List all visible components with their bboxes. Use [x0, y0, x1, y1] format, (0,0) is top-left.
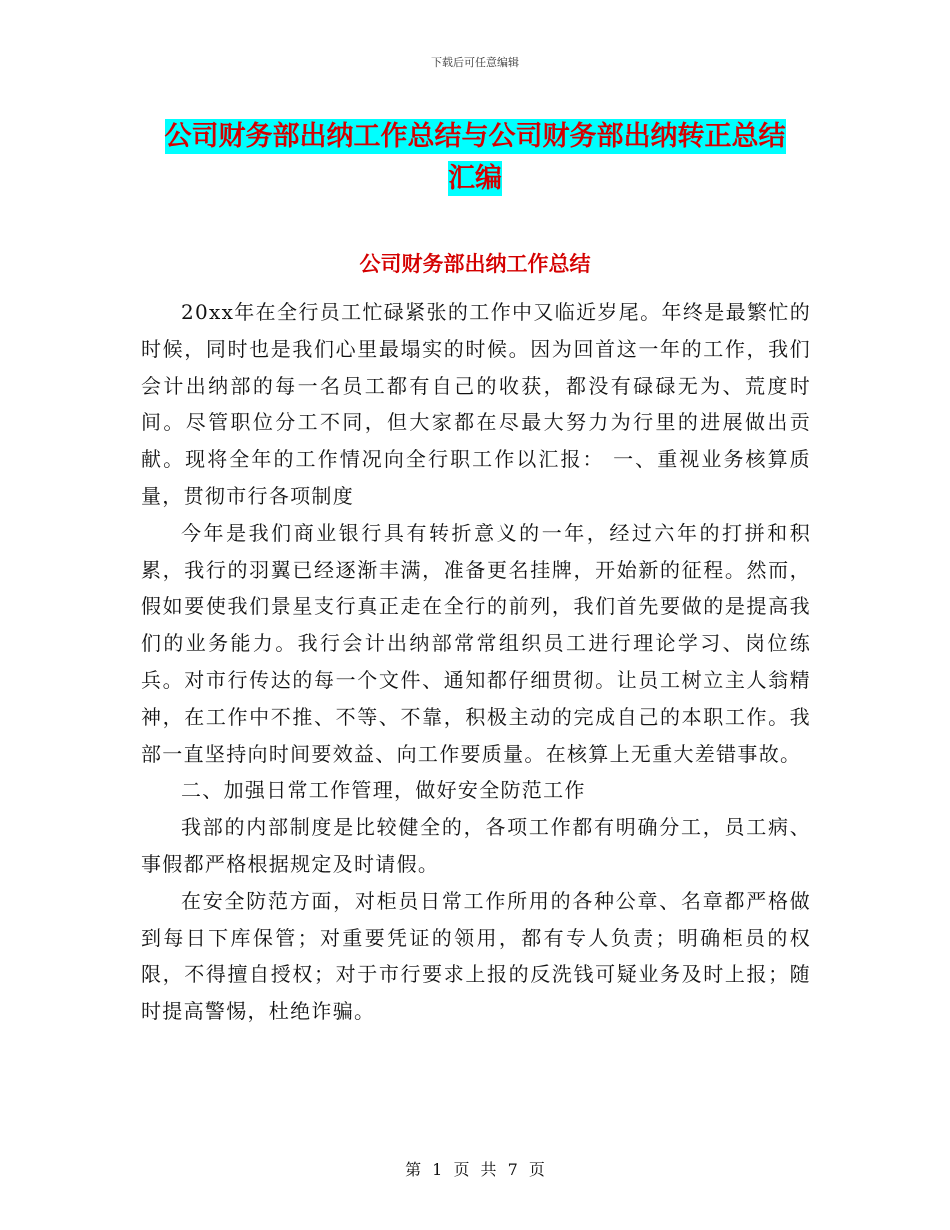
paragraph: 二、加强日常工作管理，做好安全防范工作 [181, 778, 586, 803]
document-title-line-2 [0, 156, 950, 195]
body-text [141, 294, 811, 1030]
page-footer: 第 1 页 共 7 页 [405, 1160, 545, 1179]
section-title: 公司财务部出纳工作总结 [359, 252, 591, 276]
paragraph: 20xx年在全行员工忙碌紧张的工作中又临近岁尾。年终是最繁忙的时候，同时也是我们心里最塌实的时候。因为回首这一年的工作，我们会计出纳部的每一名员工都有自己的收获，都没有碌碌无为、荒度时间。尽管职位分工不同，但大家都在尽最大努力为行里的进展做出贡献。现将全年的工作情况向全行职工作以汇报： 一、重视业务核算质量，贯彻市行各项制度 [141, 300, 811, 508]
paragraph: 今年是我们商业银行具有转折意义的一年，经过六年的打拼和积累，我行的羽翼已经逐渐丰满，准备更名挂牌，开始新的征程。然而，假如要使我们景星支行真正走在全行的前列，我们首先要做的是提高我们的业务能力。我行会计出纳部常常组织员工进行理论学习、岗位练兵。对市行传达的每一个文件、通知都仔细贯彻。让员工树立主人翁精神，在工作中不推、不等、不靠，积极主动的完成自己的本职工作。我部一直坚持向时间要效益、向工作要质量。在核算上无重大差错事故。 [141, 520, 811, 766]
header-note: 下载后可任意编辑 [431, 56, 519, 69]
document-title-text-2: 汇编 [448, 163, 502, 194]
paragraph: 我部的内部制度是比较健全的，各项工作都有明确分工，员工病、事假都严格根据规定及时请假。 [141, 815, 811, 876]
document-title-line-1 [0, 114, 950, 153]
paragraph: 在安全防范方面，对柜员日常工作所用的各种公章、名章都严格做到每日下库保管；对重要凭证的领用，都有专人负责；明确柜员的权限，不得擅自授权；对于市行要求上报的反洗钱可疑业务及时上报；随时提高警惕，杜绝诈骗。 [141, 888, 811, 1024]
document-title-text-1: 公司财务部出纳工作总结与公司财务部出纳转正总结 [164, 121, 786, 152]
